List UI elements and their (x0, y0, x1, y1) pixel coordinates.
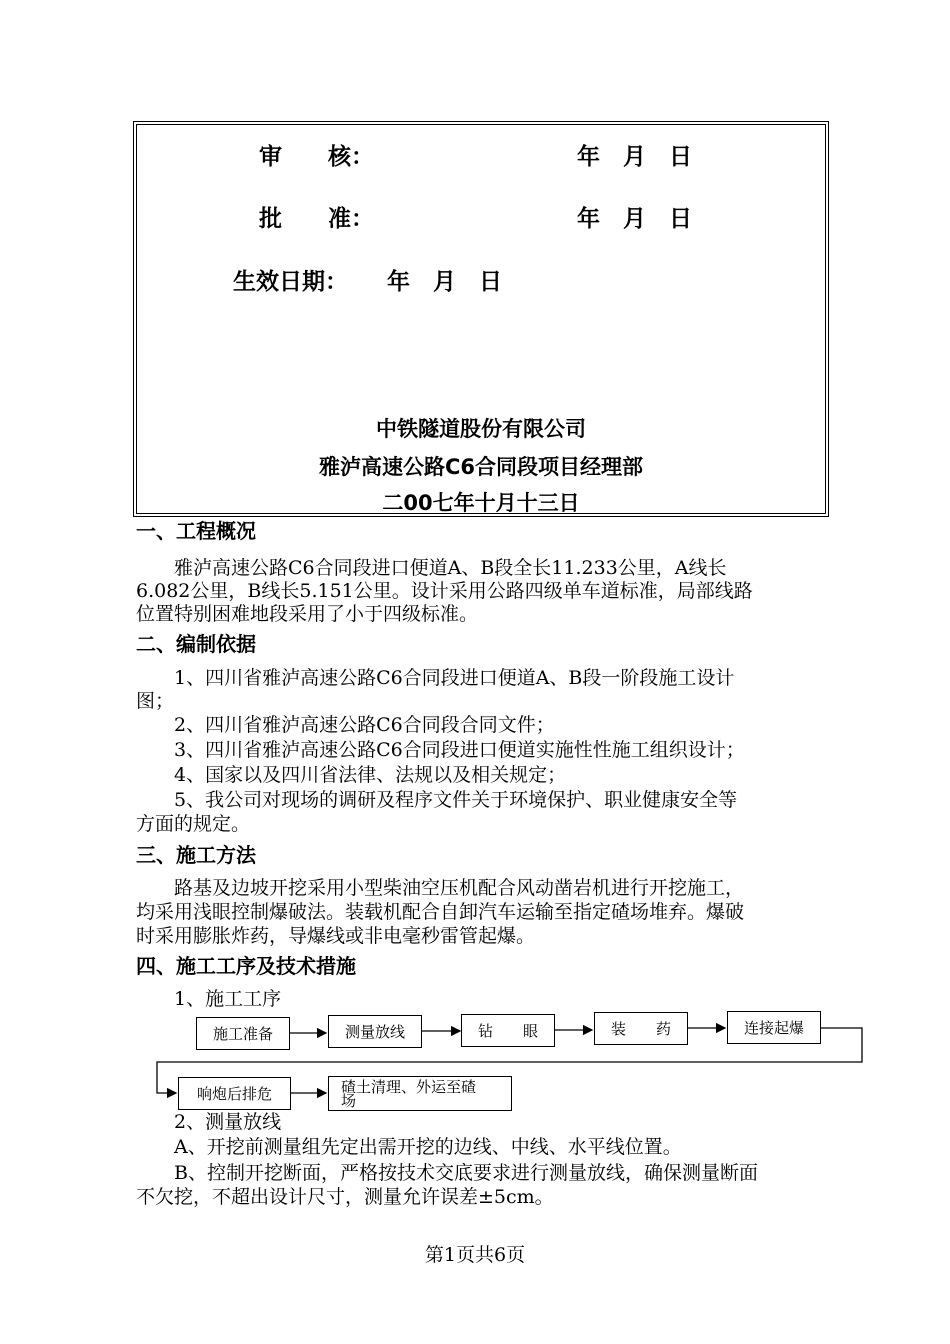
flow-step-charging: 装 药 (594, 1012, 688, 1045)
department-name: 雅泸高速公路C6合同段项目经理部 (318, 455, 644, 479)
approve-label: 批 准： (259, 206, 374, 232)
basis-item-3: 3、四川省雅泸高速公路C6合同段进口便道实施性性施工组织设计； (136, 739, 745, 761)
flow-step-hazard-removal: 响炮后排危 (178, 1077, 291, 1110)
survey-item-a: A、开挖前测量组先定出需开挖的边线、中线、水平线位置。 (136, 1136, 682, 1158)
section-2-title: 二、编制依据 (136, 632, 256, 656)
basis-item-4: 4、国家以及四川省法律、法规以及相关规定； (136, 764, 567, 786)
section-1-line-1: 雅泸高速公路C6合同段进口便道A、B段全长11.233公里，A线长 (136, 557, 727, 579)
flow-step-preparation: 施工准备 (196, 1017, 290, 1050)
basis-item-5b: 方面的规定。 (136, 813, 251, 835)
survey-item-b-line-1: B、控制开挖断面，严格按技术交底要求进行测量放线，确保测量断面 (136, 1162, 758, 1184)
flow-step-muck-removal-line-1: 碴土清理、外运至碴 (341, 1077, 477, 1096)
flow-step-muck-removal-line-2: 场 (341, 1091, 357, 1110)
document-date: 二00七年十月十三日 (382, 491, 580, 515)
flow-step-survey: 测量放线 (328, 1015, 422, 1048)
effective-label: 生效日期： (233, 269, 348, 295)
review-date: 年 月 日 (577, 144, 692, 170)
page-number: 第1页共6页 (424, 1244, 526, 1266)
section-3-line-3: 时采用膨胀炸药，导爆线或非电毫秒雷管起爆。 (136, 925, 536, 947)
basis-item-1b: 图； (136, 690, 175, 712)
basis-item-5a: 5、我公司对现场的调研及程序文件关于环境保护、职业健康安全等 (136, 789, 738, 811)
flow-step-muck-removal (328, 1076, 512, 1111)
company-name: 中铁隧道股份有限公司 (376, 417, 586, 441)
basis-item-1a: 1、四川省雅泸高速公路C6合同段进口便道A、B段一阶段施工设计 (136, 667, 735, 689)
section-1-title: 一、工程概况 (136, 519, 256, 543)
section-4-title: 四、施工工序及技术措施 (136, 954, 356, 978)
section-3-title: 三、施工方法 (136, 843, 256, 867)
section-3-line-1: 路基及边坡开挖采用小型柴油空压机配合风动凿岩机进行开挖施工， (136, 877, 745, 899)
flow-step-drilling: 钻 眼 (461, 1014, 555, 1047)
section-1-line-3: 位置特别困难地段采用了小于四级标准。 (136, 603, 479, 625)
review-label: 审 核： (259, 144, 374, 170)
section-1-line-2: 6.082公里，B线长5.151公里。设计采用公路四级单车道标准，局部线路 (136, 580, 753, 602)
subsection-process-title: 1、施工工序 (136, 988, 282, 1010)
flow-step-detonation: 连接起爆 (727, 1011, 821, 1044)
basis-item-2: 2、四川省雅泸高速公路C6合同段合同文件； (136, 714, 555, 736)
approval-box (136, 124, 826, 514)
effective-date: 年 月 日 (387, 269, 502, 295)
survey-item-b-line-2: 不欠挖，不超出设计尺寸，测量允许误差±5cm。 (136, 1186, 554, 1208)
subsection-survey-title: 2、测量放线 (136, 1111, 282, 1133)
approve-date: 年 月 日 (577, 206, 692, 232)
section-3-line-2: 均采用浅眼控制爆破法。装载机配合自卸汽车运输至指定碴场堆弃。爆破 (136, 901, 745, 923)
